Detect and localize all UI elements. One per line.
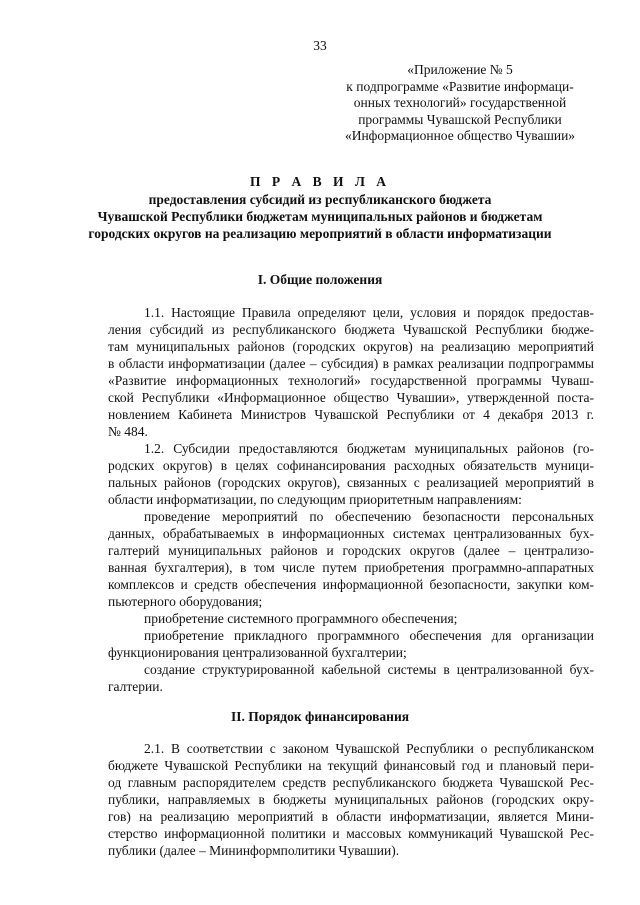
- text-line: приобретение прикладного программного обеспечения для организации: [144, 628, 594, 643]
- text-line: галтерий муниципальных районов и городских округов (далее – централизо-: [108, 543, 594, 558]
- section-heading-financing: II. Порядок финансирования: [230, 709, 410, 724]
- text-line: там муниципальных районов (городских округов) на реализацию мероприятий: [108, 339, 594, 354]
- appendix-line: «Приложение № 5: [407, 62, 513, 77]
- text-line: стерство информационной политики и массовых коммуникаций Чувашской Рес-: [108, 826, 594, 841]
- text-line: данных, обрабатываемых в информационных системах централизованных бух-: [108, 526, 594, 541]
- appendix-line: программы Чувашской Республики: [358, 111, 562, 127]
- text-line: ской Республики «Информационное общество Чувашии», утвержденной поста-: [108, 390, 594, 405]
- subtitle-line: Чувашской Республики бюджетам муниципальных районов и бюджетам: [97, 209, 543, 224]
- text-line: приобретение системного программного обеспечения;: [144, 611, 458, 626]
- text-line: функционирования централизованной бухгалтерии;: [108, 645, 407, 660]
- paragraph-application-software: [108, 627, 594, 661]
- text-line: публики, направляемых в бюджеты муниципальных районов (городских окру-: [108, 792, 594, 807]
- appendix-line: онных технологий» государственной: [353, 95, 567, 110]
- text-line: «Развитие информационных технологий» государственной программы Чуваш-: [108, 373, 594, 388]
- paragraph-2-1: [108, 740, 594, 859]
- paragraph-data-security: [108, 508, 594, 610]
- document-title: П Р А В И Л А: [249, 174, 391, 189]
- text-line: пальных районов (городских округов), связанных с реализацией мероприятий в: [108, 475, 594, 490]
- paragraph-system-software: [108, 610, 594, 627]
- text-line: бюджете Чувашской Республики на текущий финансовый год и плановый пери-: [108, 758, 594, 773]
- section-heading-general: I. Общие положения: [257, 272, 383, 287]
- text-line: проведение мероприятий по обеспечению безопасности персональных: [144, 509, 594, 524]
- appendix-reference: [334, 62, 586, 145]
- text-line: № 484.: [108, 424, 148, 439]
- text-line: ванная бухгалтерия), в том числе путем приобретения программно-аппаратных: [108, 560, 594, 575]
- text-line: комплексов и средств обеспечения информационной безопасности, закупки ком-: [108, 577, 594, 592]
- text-line: пьютерного оборудования;: [108, 594, 263, 609]
- text-line: гов) на реализацию мероприятий в области информатизации, является Мини-: [108, 809, 594, 824]
- text-line: 1.2. Субсидии предоставляются бюджетам муниципальных районов (го-: [144, 441, 594, 456]
- document-subtitle: [60, 191, 580, 242]
- text-line: ления субсидий из республиканского бюджета Чувашской Республики бюдже-: [108, 322, 594, 337]
- page-number: 33: [313, 38, 327, 53]
- subtitle-line: городских округов на реализацию мероприятий в области информатизации: [88, 226, 552, 241]
- text-line: 1.1. Настоящие Правила определяют цели, условия и порядок предостав-: [144, 305, 594, 320]
- paragraph-cable-system: [108, 661, 594, 695]
- text-line: од главным распорядителем средств республиканского бюджета Чувашской Рес-: [108, 775, 594, 790]
- text-line: 2.1. В соответствии с законом Чувашской Республики о республиканском: [144, 741, 594, 756]
- text-line: галтерии.: [108, 679, 163, 694]
- text-line: области информатизации, по следующим приоритетным направлениям:: [108, 492, 522, 507]
- text-line: публики (далее – Mининформполитики Чувашии).: [108, 843, 400, 858]
- text-line: создание структурированной кабельной системы в централизованной бух-: [144, 662, 594, 677]
- text-line: новлением Кабинета Министров Чувашской Республики от 4 декабря 2013 г.: [108, 407, 594, 422]
- paragraph-1-1: [108, 304, 594, 440]
- text-line: в области информатизации (далее – субсидия) в рамках реализации подпрограммы: [108, 356, 594, 371]
- appendix-line: к подпрограмме «Развитие информаци-: [346, 78, 574, 94]
- appendix-line: «Информационное общество Чувашии»: [344, 128, 576, 143]
- text-line: родских округов) в целях софинансирования расходных обязательств муници-: [108, 458, 594, 473]
- paragraph-1-2: [108, 440, 594, 508]
- subtitle-line: предоставления субсидий из республиканского бюджета: [148, 192, 492, 207]
